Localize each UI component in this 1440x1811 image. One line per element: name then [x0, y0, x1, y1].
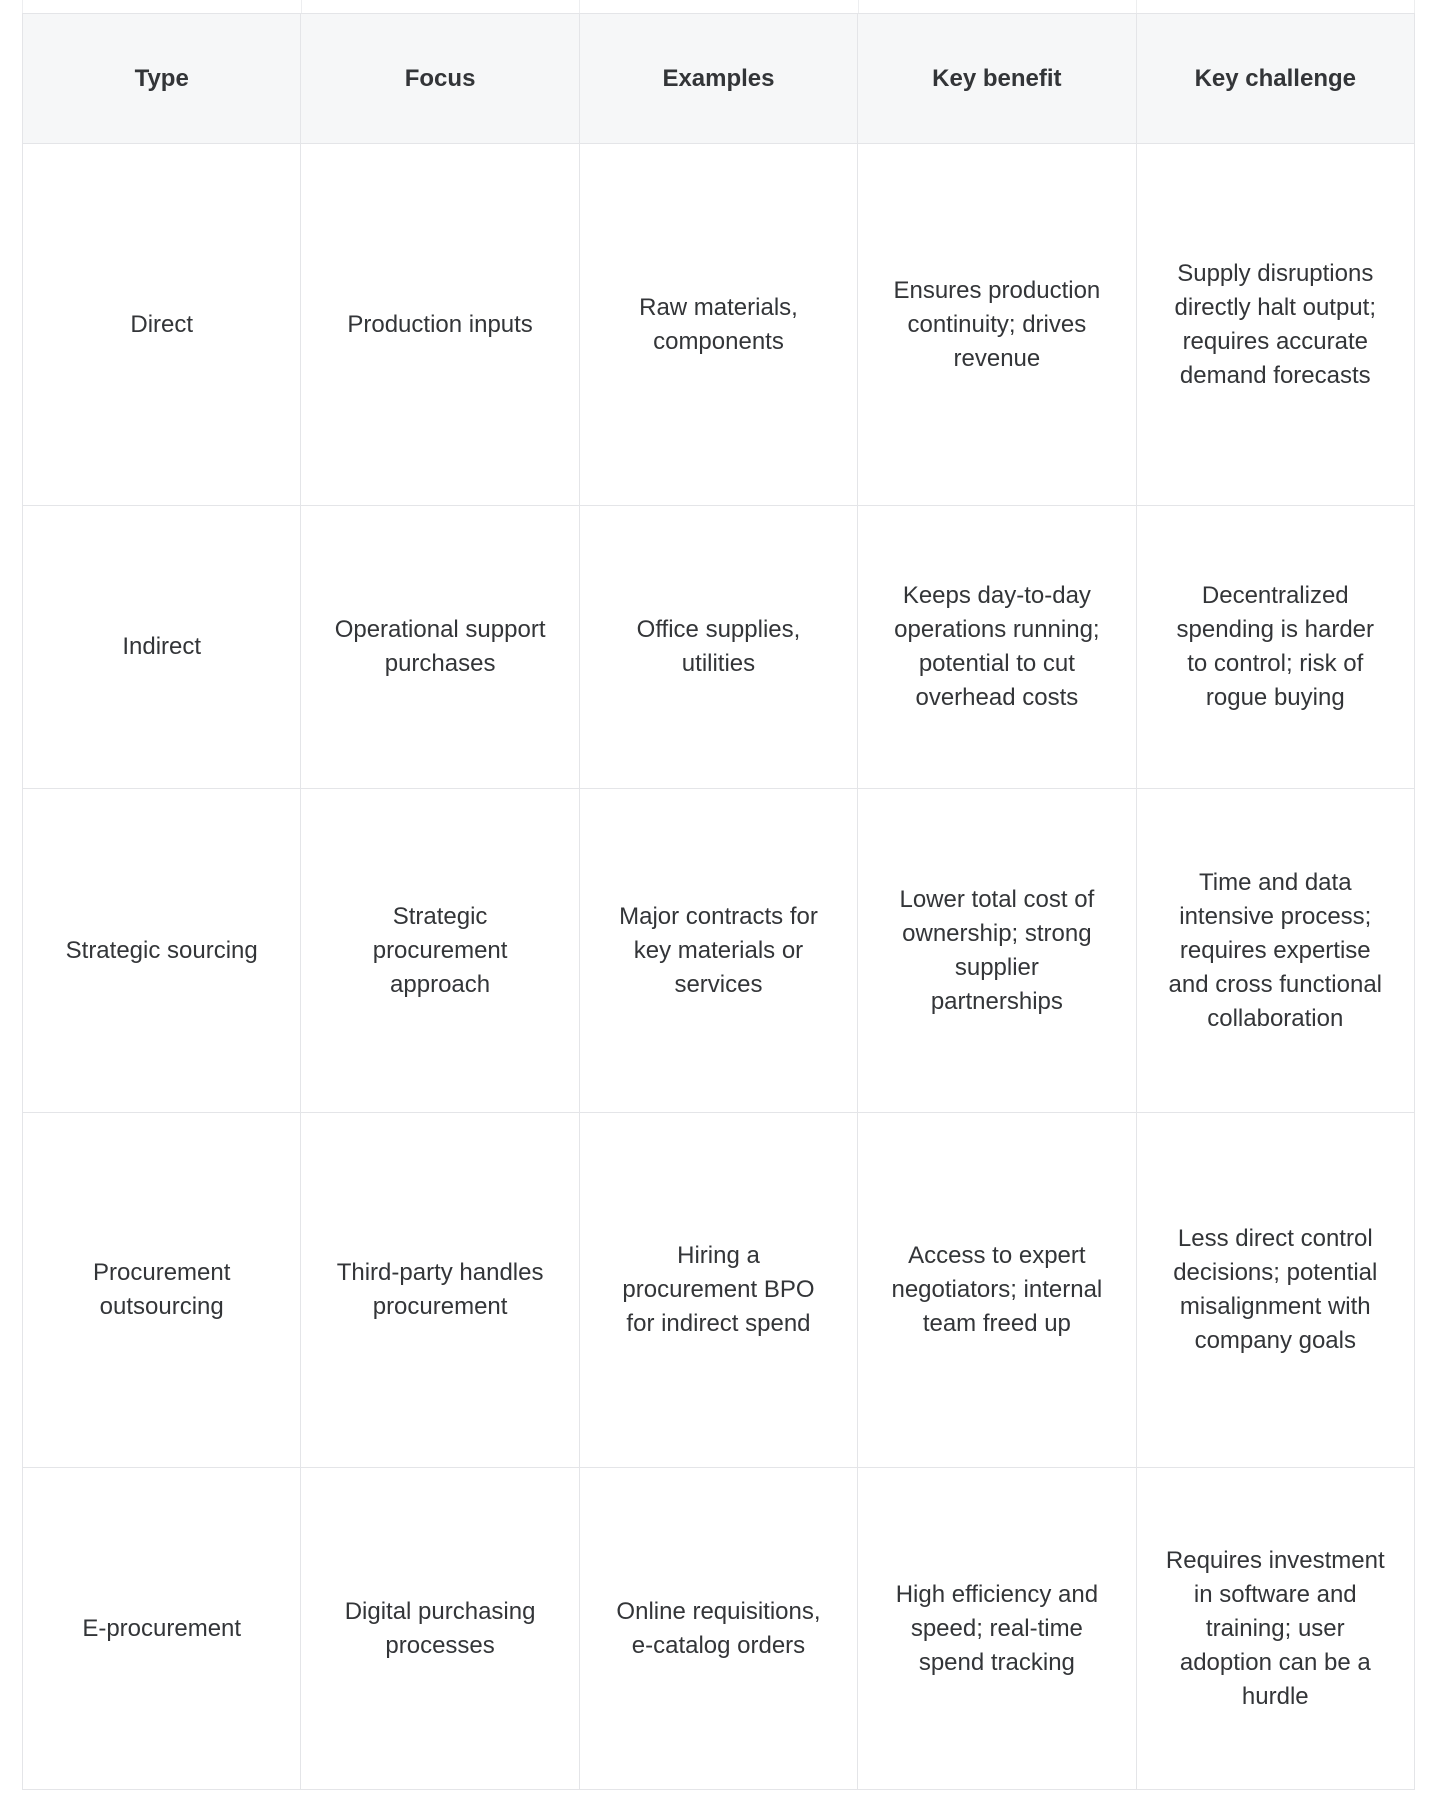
cell-focus: Third-party handles procurement [301, 1113, 579, 1468]
cell-key-challenge: Decentralized spending is harder to control; risk of rogue buying [1136, 506, 1414, 789]
cell-examples: Online requisitions, e-catalog orders [579, 1468, 857, 1790]
cell-key-benefit: Access to expert negotiators; internal team freed up [858, 1113, 1136, 1468]
column-header-focus: Focus [301, 14, 579, 144]
table-container [22, 13, 1415, 1790]
cell-key-challenge: Less direct control decisions; potential misalignment with company goals [1136, 1113, 1414, 1468]
cell-type: Direct [23, 144, 301, 506]
cell-type: E-procurement [23, 1468, 301, 1790]
cell-key-benefit: Keeps day-to-day operations running; potential to cut overhead costs [858, 506, 1136, 789]
cell-key-challenge: Requires investment in software and training; user adoption can be a hurdle [1136, 1468, 1414, 1790]
cell-key-challenge: Supply disruptions directly halt output; requires accurate demand forecasts [1136, 144, 1414, 506]
cell-examples: Hiring a procurement BPO for indirect spend [579, 1113, 857, 1468]
cell-examples: Office supplies, utilities [579, 506, 857, 789]
column-header-key-benefit: Key benefit [858, 14, 1136, 144]
cell-examples: Raw materials, components [579, 144, 857, 506]
cell-key-benefit: High efficiency and speed; real-time spend tracking [858, 1468, 1136, 1790]
table-row-e-procurement [23, 1468, 1415, 1790]
cell-focus: Strategic procurement approach [301, 789, 579, 1113]
column-border-stub [22, 0, 301, 13]
cell-key-challenge: Time and data intensive process; requires expertise and cross functional collaboration [1136, 789, 1414, 1113]
table-row-procurement-outsourcing [23, 1113, 1415, 1468]
column-header-type: Type [23, 14, 301, 144]
column-border-stub [858, 0, 1137, 13]
column-header-examples: Examples [579, 14, 857, 144]
procurement-types-table [22, 13, 1415, 1790]
table-header-row [23, 14, 1415, 144]
cropped-row-border-stubs [22, 0, 1415, 13]
cell-focus: Production inputs [301, 144, 579, 506]
column-border-stub [579, 0, 858, 13]
column-border-stub [301, 0, 580, 13]
cell-examples: Major contracts for key materials or services [579, 789, 857, 1113]
column-header-key-challenge: Key challenge [1136, 14, 1414, 144]
column-border-stub [1136, 0, 1415, 13]
cell-type: Indirect [23, 506, 301, 789]
table-row-direct [23, 144, 1415, 506]
cell-key-benefit: Lower total cost of ownership; strong supplier partnerships [858, 789, 1136, 1113]
cell-focus: Digital purchasing processes [301, 1468, 579, 1790]
table-row-strategic-sourcing [23, 789, 1415, 1113]
cell-key-benefit: Ensures production continuity; drives revenue [858, 144, 1136, 506]
cell-type: Procurement outsourcing [23, 1113, 301, 1468]
table-row-indirect [23, 506, 1415, 789]
cell-focus: Operational support purchases [301, 506, 579, 789]
cell-type: Strategic sourcing [23, 789, 301, 1113]
